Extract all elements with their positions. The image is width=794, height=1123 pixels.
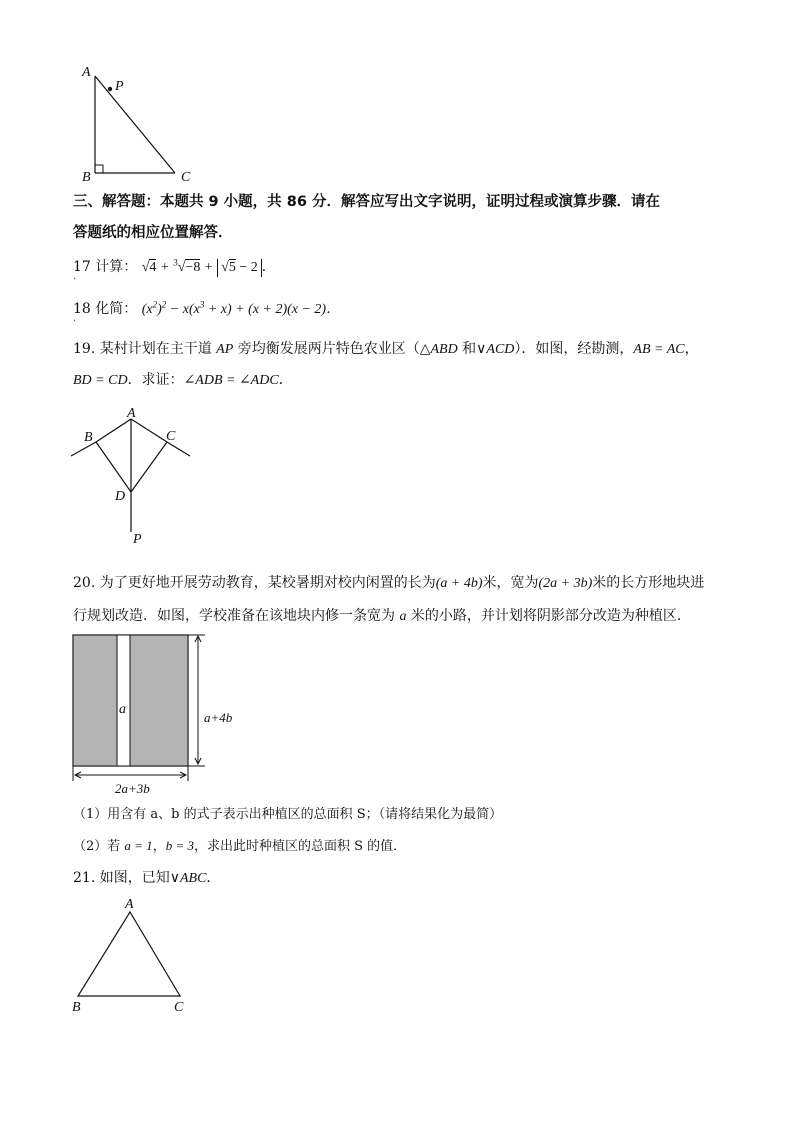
height-dimension-label: a+4b (204, 710, 233, 725)
plus-sign: + (204, 260, 213, 275)
question-20-line2: 行规划改造．如图，学校准备在该地块内修一条宽为 a 米的小路，并计划将阴影部分改造为种植区． (73, 608, 691, 624)
width-dimension-label: 2a+3b (115, 781, 150, 796)
vertex-label-C: C (166, 429, 176, 444)
question-number: 18 (73, 301, 91, 317)
vertex-label-B: B (84, 430, 93, 445)
question-label: 计算： (95, 259, 138, 275)
question-number: 17 (73, 259, 91, 275)
question-20-line1: 20. 为了更好地开展劳动教育，某校暑期对校内闲置的长为(a + 4b)米，宽为(2a + 3b)米的长方形地块进 (73, 575, 705, 591)
point-label-P: P (115, 79, 124, 94)
question-20-part-2: （2）若 a = 1，b = 3，求出此时种植区的总面积 S 的值． (73, 838, 407, 854)
period: ． (261, 259, 276, 275)
vertex-label-A: A (127, 406, 136, 421)
plus-sign: + (160, 260, 169, 275)
marker-dot: · (73, 316, 77, 327)
vertex-label-B: B (72, 1000, 81, 1015)
question-19-line2: BD = CD．求证：∠ADB = ∠ADC． (73, 372, 293, 388)
question-label: 化简： (95, 301, 138, 317)
road-width-label: a (119, 702, 126, 717)
cube-root-expression: $^3$√−8 (173, 257, 201, 275)
vertex-label-A: A (125, 897, 134, 912)
vertex-label-C: C (181, 170, 191, 185)
vertex-label-A: A (82, 65, 91, 80)
vertex-label-B: B (82, 170, 91, 185)
vertex-label-C: C (174, 1000, 184, 1015)
question-21: 21. 如图，已知∨ABC． (73, 870, 221, 886)
question-19-line1: 19. 某村计划在主干道 AP 旁均衡发展两片特色农业区（△ABD 和∨ACD）．如图，经勘测，AB = AC， (73, 341, 699, 357)
section-heading-line1: 三、解答题：本题共 9 小题，共 86 分．解答应写出文字说明，证明过程或演算步骤．请在 (73, 194, 660, 210)
question-20-part-1: （1）用含有 a、b 的式子表示出种植区的总面积 S；（请将结果化为最简） (73, 807, 503, 822)
absolute-value-expression: √5 − 2 (217, 259, 262, 277)
sqrt-expression: √4 (141, 260, 157, 275)
simplify-expression: $(x^2)^2 - x(x^3 + x) + (x + 2)(x - 2)$． (141, 299, 341, 317)
marker-dot: · (73, 274, 77, 285)
vertex-label-D: D (115, 489, 126, 504)
section-heading-line2: 答题纸的相应位置解答． (73, 225, 233, 241)
point-label-P: P (133, 532, 142, 547)
